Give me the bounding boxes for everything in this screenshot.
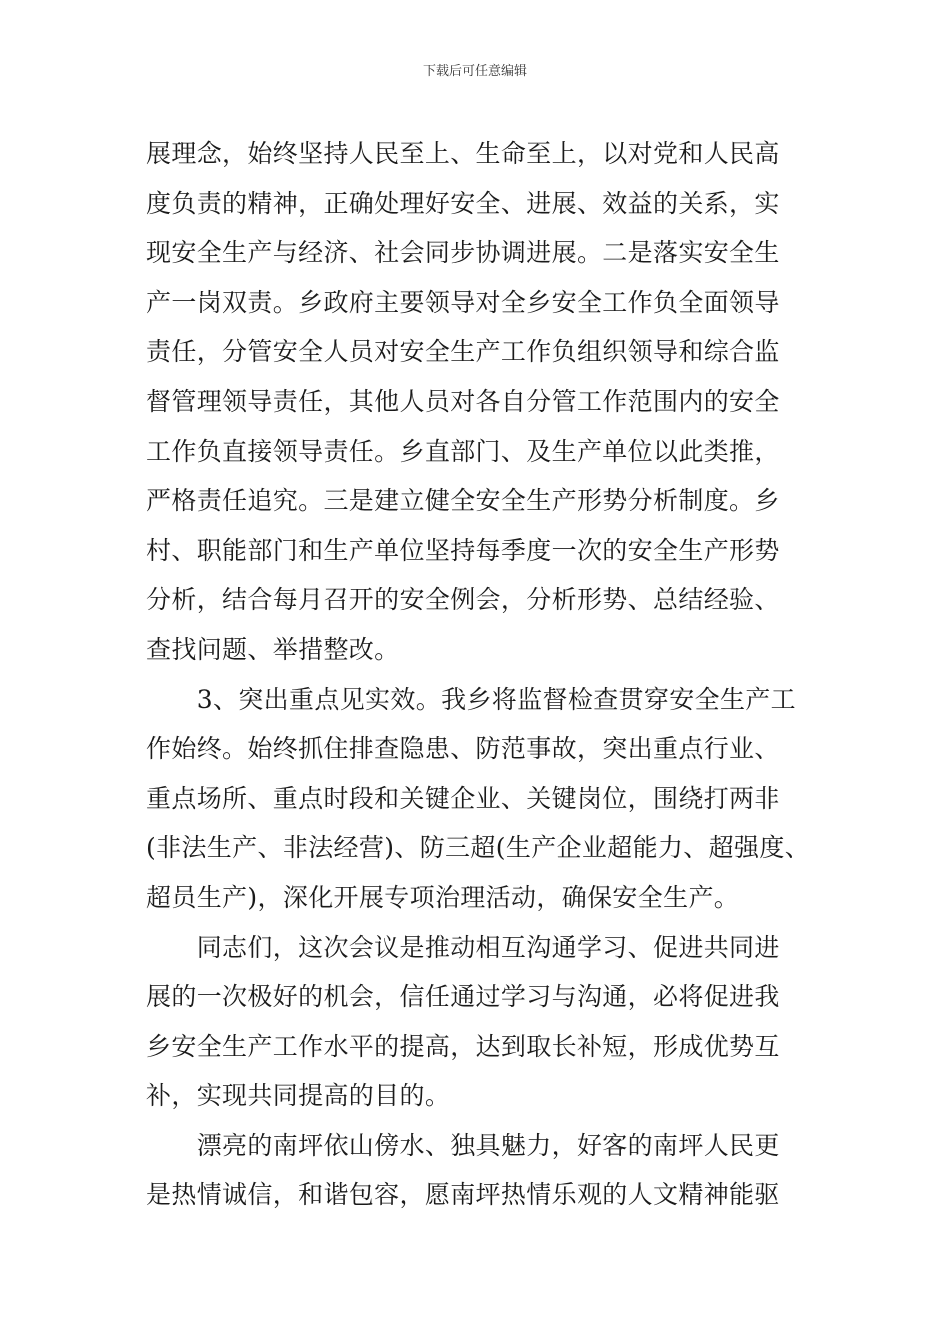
text-line: 展的一次极好的机会，信任通过学习与沟通，必将促进我 [146, 982, 780, 1012]
text-line: 是热情诚信，和谐包容，愿南坪热情乐观的人文精神能驱 [146, 1180, 780, 1210]
text-line: 漂亮的南坪依山傍水、独具魅力，好客的南坪人民更 [146, 1130, 780, 1160]
text-line: 村、职能部门和生产单位坚持每季度一次的安全生产形势 [146, 535, 780, 565]
text-line: 工作负直接领导责任。乡直部门、及生产单位以此类推， [146, 436, 780, 466]
text-line: 度负责的精神，正确处理好安全、进展、效益的关系，实 [146, 188, 780, 218]
text-line: 产一岗双责。乡政府主要领导对全乡安全工作负全面领导 [146, 287, 780, 317]
text-line: 展理念，始终坚持人民至上、生命至上，以对党和人民高 [146, 139, 780, 168]
text-line: 重点场所、重点时段和关键企业、关键岗位，围绕打两非 [146, 783, 780, 813]
text-line: 超员生产)，深化开展专项治理活动，确保安全生产。 [146, 882, 740, 912]
text-line: 作始终。始终抓住排查隐患、防范事故，突出重点行业、 [146, 734, 780, 764]
text-line: 督管理领导责任，其他人员对各自分管工作范围内的安全 [146, 386, 780, 416]
text-line: 同志们，这次会议是推动相互沟通学习、促进共同进 [146, 932, 780, 962]
text-line: (非法生产、非法经营)、防三超(生产企业超能力、超强度、 [146, 833, 811, 863]
text-line: 严格责任追究。三是建立健全安全生产形势分析制度。乡 [146, 486, 780, 516]
text-line: 分析，结合每月召开的安全例会，分析形势、总结经验、 [146, 585, 780, 615]
page-header: 下载后可任意编辑 [422, 64, 527, 79]
text-line: 查找问题、举措整改。 [146, 634, 400, 664]
text-line: 补，实现共同提高的目的。 [146, 1081, 451, 1111]
text-line: 责任，分管安全人员对安全生产工作负组织领导和综合监 [146, 337, 780, 367]
text-line: 3、突出重点见实效。我乡将监督检查贯穿安全生产工 [146, 684, 797, 714]
text-line: 乡安全生产工作水平的提高，达到取长补短，形成优势互 [146, 1031, 780, 1061]
text-line: 现安全生产与经济、社会同步协调进展。二是落实安全生 [146, 238, 780, 268]
document-body [146, 129, 816, 1220]
